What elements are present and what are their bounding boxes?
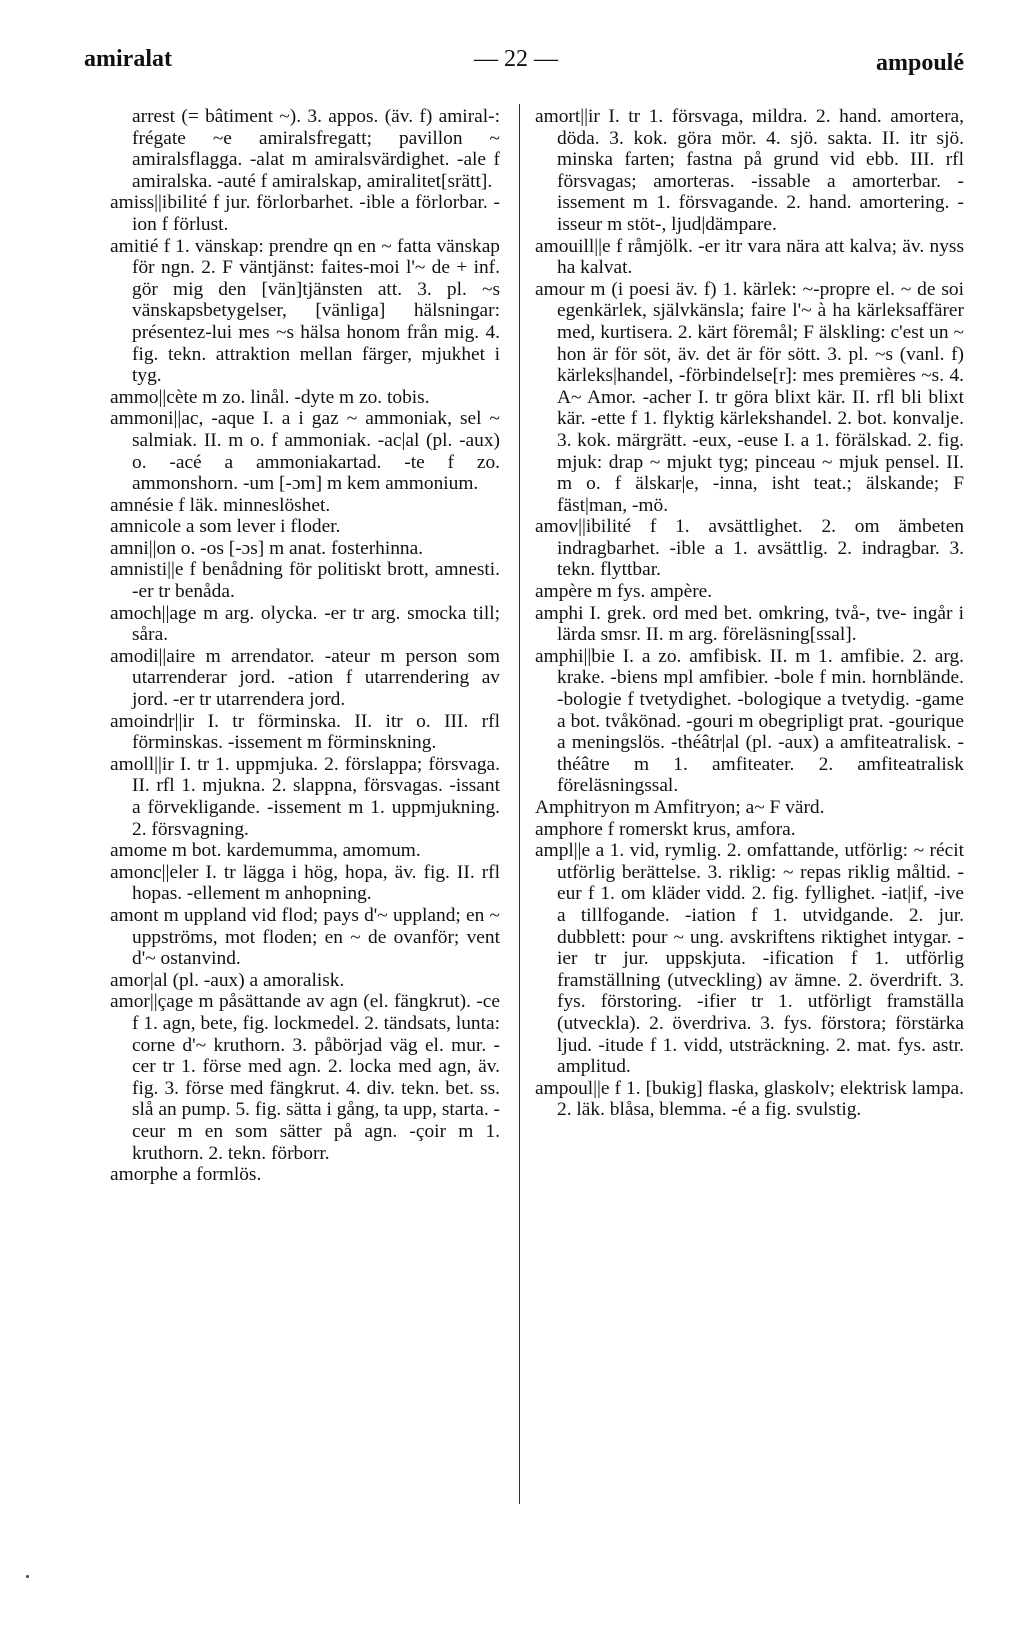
dictionary-entry: arrest (= bâtiment ~). 3. appos. (äv. f) amiral-: frégate ~e amiralsfregatt; pavillon ~ amiralsflagga. -alat m amiralsvärdighet. -ale f amiralska. -auté f amiralskap, amiralitet[srätt].: [132, 106, 500, 192]
dictionary-entry: amodi||aire m arrendator. -ateur m person som utarrenderar jord. -ation f utarrendering av jord. -er tr utarrendera jord.: [110, 645, 500, 711]
dictionary-entry: amonc||eler I. tr lägga i hög, hopa, äv. fig. II. rfl hopas. -ellement m anhopning.: [110, 861, 500, 905]
dictionary-entry: amoll||ir I. tr 1. uppmjuka. 2. förslappa; försvaga. II. rfl 1. mjukna. 2. slappna, försvagas. -issant a förvekligande. -issement m 1. uppmjukning. 2. försvagning.: [110, 753, 500, 840]
running-head-right: ampoulé: [875, 50, 964, 76]
dictionary-entry: amorphe a formlös.: [110, 1164, 262, 1186]
dictionary-entry: amiss||ibilité f jur. förlorbarhet. -ible a förlorbar. -ion f förlust.: [110, 192, 500, 235]
dictionary-entry: amort||ir I. tr 1. försvaga, mildra. 2. hand. amortera, döda. 3. kok. göra mör. 4. sjö. sakta. II. itr sjö. minska farten; fastna på grund vid ebb. III. rfl försvagas; amorteras. -issable a amorterbar. -issement m 1. försvagande. 2. hand. amortering. -isseur m stöt-, ljud|dämpare.: [535, 106, 964, 235]
dictionary-entry: ammoni||ac, -aque I. a i gaz ~ ammoniak, sel ~ salmiak. II. m o. f ammoniak. -ac|al (pl. -aux) o. -acé a ammoniakartad. -te f zo. ammonshorn. -um [-ɔm] m kem ammonium.: [110, 408, 500, 495]
dictionary-entry: amoch||age m arg. olycka. -er tr arg. smocka till; såra.: [110, 602, 500, 646]
dictionary-entry: amphore f romerskt krus, amfora.: [535, 818, 796, 840]
page-header: [84, 46, 964, 86]
right-column: [535, 106, 964, 1121]
dictionary-entry: ampère m fys. ampère.: [535, 581, 713, 603]
dictionary-entry: amnisti||e f benådning för politiskt brott, amnesti. -er tr benåda.: [110, 559, 500, 603]
dictionary-entry: amnésie f läk. minneslöshet.: [110, 494, 331, 516]
dictionary-entry: amni||on o. -os [-ɔs] m anat. fosterhinna.: [110, 537, 424, 559]
dictionary-entry: amor||çage m påsättande av agn (el. fängkrut). -ce f 1. agn, bete, fig. lockmedel. 2. tändsats, lunta: corne d'~ kruthorn. 3. påbörjad väg el. mur. -cer tr 1. förse med agn. 2. locka med agn, äv. fig. 3. förse med fängkrut. 4. div. tekn. bet. ss. slå an pump. 5. fig. sätta i gång, ta upp, starta. -ceur m en som sätter på agn. -çoir m 1. kruthorn. 2. tekn. förborr.: [110, 991, 500, 1164]
left-column: [110, 106, 500, 1186]
running-head-left: amiralat: [84, 46, 172, 72]
dictionary-entry: amont m uppland vid flod; pays d'~ uppland; en ~ uppströms, mot floden; en ~ de ovanför; vent d'~ ostanvind.: [110, 904, 500, 970]
print-speck: [26, 1575, 29, 1578]
dictionary-entry: amouill||e f råmjölk. -er itr vara nära att kalva; äv. nyss ha kalvat.: [535, 235, 964, 279]
dictionary-entry: amoindr||ir I. tr förminska. II. itr o. III. rfl förminskas. -issement m förminskning.: [110, 710, 500, 754]
dictionary-entry: amphi I. grek. ord med bet. omkring, två-, tve- ingår i lärda smsr. II. m arg. föreläsning[ssal].: [535, 602, 964, 646]
dictionary-entry: amov||ibilité f 1. avsättlighet. 2. om ämbeten indragbarhet. -ible a 1. avsättlig. 2. indragbar. 3. tekn. flyttbar.: [535, 516, 964, 581]
dictionary-entry: amphi||bie I. a zo. amfibisk. II. m 1. amfibie. 2. arg. krake. -biens mpl amfibier. -bole f min. hornblände. -bologie f tvetydighet. -bologique a tvetydig. -game a bot. tvåkönad. -gouri m obegripligt prat. -gourique a meningslös. -théâtr|al (pl. -aux) a amfiteatralisk. -théâtre m 1. amfiteater. 2. amfiteatralisk föreläsningssal.: [535, 645, 964, 797]
dictionary-entry: ampoul||e f 1. [bukig] flaska, glaskolv; elektrisk lampa. 2. läk. blåsa, blemma. -é a fig. svulstig.: [535, 1077, 964, 1121]
dictionary-entry: amour m (i poesi äv. f) 1. kärlek: ~-propre el. ~ de soi egenkärlek, självkänsla; faire l'~ à ha kärleksaffärer med, kurtisera. 2. kärt föremål; F älskling: c'est un ~ hon är för söt, äv. det är för sött. 3. pl. ~s (vanl. f) kärleks|handel, -förbindelse[r]: mes premières ~s. 4. A~ Amor. -acher I. tr göra blixt kär. II. rfl bli blixt kär. -ette f 1. flyktig kärlekshandel. 2. bot. konvalje. 3. kok. märgrätt. -eux, -euse I. a 1. förälskad. 2. fig. mjuk: drap ~ mjukt tyg; pinceau ~ mjuk pensel. II. m o. f älskar|e, -inna, isht teat.; älskande; F fäst|man, -mö.: [535, 278, 964, 516]
page-number: — 22 —: [474, 46, 558, 72]
dictionary-entry: ampl||e a 1. vid, rymlig. 2. omfattande, utförlig: ~ récit utförlig berättelse. 3. riklig: ~ repas riklig måltid. -eur f 1. om kläder vidd. 2. fig. fyllighet. -iat|if, -ive a tillfogande. -iation f 1. utvidgande. 2. jur. dubblett: pour ~ ung. avskriftens riktighet intygar. -ier tr jur. uppskjuta. -ification f 1. utförlig framställning (utveckling) av ämne. 2. överdrift. 3. fys. förstoring. -ifier tr 1. utförligt framställa (utveckla). 2. överdriva. 3. fys. förstora; förstärka ljud. -itude f 1. vidd, utsträckning. 2. mat. fys. astr. amplitud.: [535, 840, 964, 1078]
dictionary-entry: amor|al (pl. -aux) a amoralisk.: [110, 969, 345, 991]
dictionary-entry: amitié f 1. vänskap: prendre qn en ~ fatta vänskap för ngn. 2. F väntjänst: faites-moi l'~ de + inf. gör mig den [vän]tjänsten att. 3. pl. ~s vänskapsbetygelser, [vänliga] hälsningar: présentez-lui mes ~s hälsa honom från mig. 4. fig. tekn. attraktion mellan färger, mjukhet i tyg.: [110, 235, 500, 387]
dictionary-entry: Amphitryon m Amfitryon; a~ F värd.: [535, 797, 825, 818]
dictionary-entry: ammo||cète m zo. linål. -dyte m zo. tobis.: [110, 386, 430, 408]
dictionary-entry: amome m bot. kardemumma, amomum.: [110, 840, 421, 862]
column-divider: [519, 104, 520, 1504]
dictionary-entry: amnicole a som lever i floder.: [110, 516, 341, 538]
